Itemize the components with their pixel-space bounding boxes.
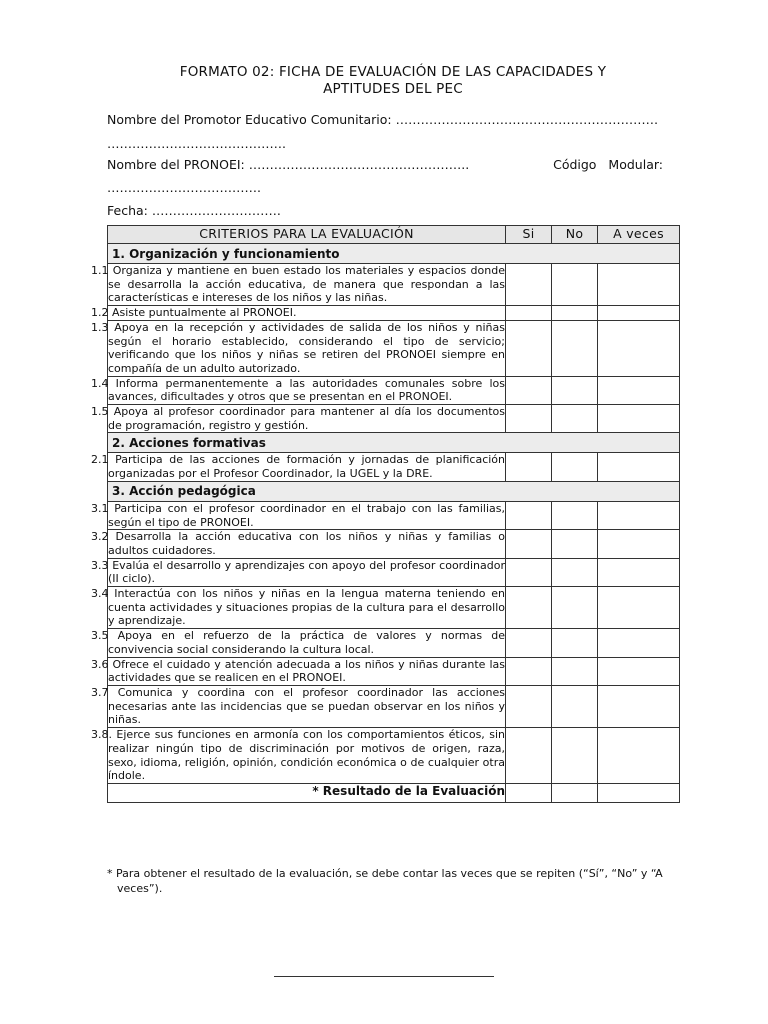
title-line-2: APTITUDES DEL PEC — [323, 81, 463, 97]
a-veces-checkbox-cell[interactable] — [598, 376, 680, 404]
pronoei-name-field: Nombre del PRONOEI: …………………………………………….. — [107, 157, 470, 172]
criterion-row — [108, 405, 680, 433]
criterion-row — [108, 728, 680, 784]
criterion-text: 3.5 Apoya en el refuerzo de la práctica de valores y normas de convivencia social considerando la cultura local. — [91, 629, 505, 656]
no-checkbox-cell[interactable] — [552, 405, 598, 433]
criterion-row — [108, 453, 680, 481]
a-veces-checkbox-cell[interactable] — [598, 657, 680, 685]
section-row — [108, 481, 680, 501]
a-veces-checkbox-cell[interactable] — [598, 558, 680, 586]
a-veces-column-header: A veces — [598, 226, 680, 244]
table-header-row — [108, 226, 680, 244]
criterion-text: 3.1 Participa con el profesor coordinador en el trabajo con las familias, según el tipo de PRONOEI. — [91, 501, 505, 529]
a-veces-checkbox-cell[interactable] — [598, 453, 680, 481]
criterion-text: 3.4 Interactúa con los niños y niñas en la lengua materna teniendo en cuenta actividades y situaciones propias de la cultura para el desarrollo y aprendizaje. — [91, 587, 505, 628]
criterion-row — [108, 587, 680, 629]
no-checkbox-cell[interactable] — [552, 587, 598, 629]
document-title — [107, 64, 679, 98]
promotor-name-field: Nombre del Promotor Educativo Comunitario: ……………………………………………………… — [107, 112, 659, 127]
si-checkbox-cell[interactable] — [506, 264, 552, 306]
no-checkbox-cell[interactable] — [552, 629, 598, 657]
criterion-text: 3.6 Ofrece el cuidado y atención adecuada a los niños y niñas durante las actividades que se realicen en el PRONOEI. — [91, 657, 505, 685]
criterion-row — [108, 530, 680, 558]
criterion-text: 3.7 Comunica y coordina con el profesor coordinador las acciones necesarias ante las incidencias que se puedan observar en los niños y niñas. — [91, 685, 505, 727]
criterion-row — [108, 685, 680, 727]
a-veces-checkbox-cell[interactable] — [598, 501, 680, 529]
signature-line — [274, 966, 494, 977]
criterion-text: 1.5 Apoya al profesor coordinador para mantener al día los documentos de programación, registro y gestión. — [91, 405, 505, 432]
criterion-text: 1.3 Apoya en la recepción y actividades de salida de los niños y niñas según el horario establecido, considerando el tipo de servicio; verificando que los niños y niñas se retiren del PRONOEI siempre en compañía de un adulto autorizado. — [91, 320, 505, 375]
pronoei-row — [107, 157, 679, 173]
criterion-text: 2.1 Participa de las acciones de formación y jornadas de planificación organizadas por el Profesor Coordinador, la UGEL y la DRE. — [91, 453, 505, 481]
criterion-text: 1.4 Informa permanentemente a las autoridades comunales sobre los avances, dificultades y otros que se presentan en el PRONOEI. — [91, 376, 505, 404]
criterion-row — [108, 306, 680, 321]
si-checkbox-cell[interactable] — [506, 530, 552, 558]
section-title: 3. Acción pedagógica — [108, 481, 680, 501]
no-checkbox-cell[interactable] — [552, 685, 598, 727]
criterion-text: 1.2 Asiste puntualmente al PRONOEI. — [108, 306, 506, 321]
si-column-header: Si — [506, 226, 552, 244]
no-checkbox-cell[interactable] — [552, 558, 598, 586]
si-checkbox-cell[interactable] — [506, 728, 552, 784]
result-si-cell[interactable] — [506, 783, 552, 802]
a-veces-checkbox-cell[interactable] — [598, 728, 680, 784]
title-line-1: FORMATO 02: FICHA DE EVALUACIÓN DE LAS CAPACIDADES Y — [179, 64, 607, 80]
a-veces-checkbox-cell[interactable] — [598, 264, 680, 306]
no-checkbox-cell[interactable] — [552, 306, 598, 321]
no-checkbox-cell[interactable] — [552, 728, 598, 784]
codigo-modular-field: ………………………………. — [107, 180, 261, 195]
no-checkbox-cell[interactable] — [552, 320, 598, 376]
a-veces-checkbox-cell[interactable] — [598, 530, 680, 558]
criterion-row — [108, 264, 680, 306]
evaluation-table — [91, 225, 680, 803]
si-checkbox-cell[interactable] — [506, 405, 552, 433]
result-no-cell[interactable] — [552, 783, 598, 802]
a-veces-checkbox-cell[interactable] — [598, 306, 680, 321]
si-checkbox-cell[interactable] — [506, 629, 552, 657]
footnote: * Para obtener el resultado de la evaluación, se debe contar las veces que se repiten (“Sí”, “No” y “A veces”). — [107, 867, 663, 895]
criterion-row — [108, 657, 680, 685]
result-a-veces-cell[interactable] — [598, 783, 680, 802]
criterion-text: 3.2 Desarrolla la acción educativa con los niños y niñas y familias o adultos cuidadores. — [91, 530, 505, 557]
a-veces-checkbox-cell[interactable] — [598, 405, 680, 433]
si-checkbox-cell[interactable] — [506, 685, 552, 727]
codigo-modular-label: Código Modular: — [553, 157, 663, 172]
si-checkbox-cell[interactable] — [506, 320, 552, 376]
criterion-row — [108, 320, 680, 376]
si-checkbox-cell[interactable] — [506, 453, 552, 481]
no-checkbox-cell[interactable] — [552, 376, 598, 404]
no-checkbox-cell[interactable] — [552, 530, 598, 558]
result-label: * Resultado de la Evaluación — [108, 783, 506, 802]
no-checkbox-cell[interactable] — [552, 264, 598, 306]
no-column-header: No — [552, 226, 598, 244]
si-checkbox-cell[interactable] — [506, 376, 552, 404]
no-checkbox-cell[interactable] — [552, 453, 598, 481]
section-title: 2. Acciones formativas — [108, 433, 680, 453]
criterion-text: 1.1 Organiza y mantiene en buen estado los materiales y espacios donde se desarrolla la acción educativa, de manera que respondan a las características e intereses de los niños y las niñas. — [91, 264, 505, 305]
no-checkbox-cell[interactable] — [552, 501, 598, 529]
criterion-text: 3.3 Evalúa el desarrollo y aprendizajes con apoyo del profesor coordinador (II ciclo). — [91, 558, 505, 586]
criterion-row — [108, 558, 680, 586]
section-row — [108, 244, 680, 264]
a-veces-checkbox-cell[interactable] — [598, 629, 680, 657]
criterion-row — [108, 629, 680, 657]
criterion-row — [108, 501, 680, 529]
si-checkbox-cell[interactable] — [506, 558, 552, 586]
section-row — [108, 433, 680, 453]
criterion-text: 3.8. Ejerce sus funciones en armonía con los comportamientos éticos, sin realizar ningún tipo de discriminación por motivos de origen, raza, sexo, idioma, religión, opinión, condición económica o de cualquier otra índole. — [91, 728, 505, 783]
a-veces-checkbox-cell[interactable] — [598, 685, 680, 727]
si-checkbox-cell[interactable] — [506, 501, 552, 529]
promotor-name-continuation: ……………………………………. — [107, 136, 286, 151]
si-checkbox-cell[interactable] — [506, 657, 552, 685]
no-checkbox-cell[interactable] — [552, 657, 598, 685]
result-row — [108, 783, 680, 802]
si-checkbox-cell[interactable] — [506, 587, 552, 629]
a-veces-checkbox-cell[interactable] — [598, 587, 680, 629]
fecha-field: Fecha: …………………………. — [107, 203, 281, 218]
section-title: 1. Organización y funcionamiento — [108, 244, 680, 264]
criteria-column-header: CRITERIOS PARA LA EVALUACIÓN — [108, 226, 506, 244]
a-veces-checkbox-cell[interactable] — [598, 320, 680, 376]
si-checkbox-cell[interactable] — [506, 306, 552, 321]
evaluation-table-body — [91, 244, 680, 784]
criterion-row — [108, 376, 680, 404]
